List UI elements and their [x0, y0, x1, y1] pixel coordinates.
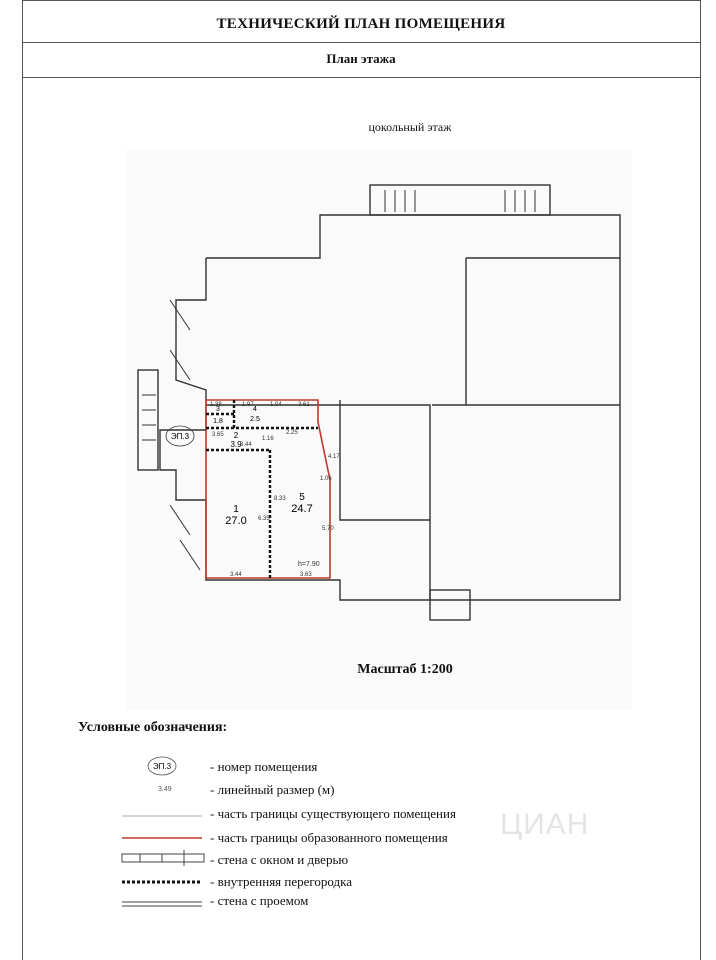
watermark: ЦИАН — [500, 808, 590, 841]
dimension-label: 5.70 — [322, 526, 334, 532]
height-label: h=7.90 — [298, 561, 320, 568]
dimension-label: 3.44 — [230, 572, 242, 578]
room-number: 3 — [216, 406, 220, 413]
legend-marker-label: ЭП.3 — [152, 762, 172, 771]
room-area: 2.5 — [250, 416, 260, 423]
legend-item: - стена с проемом — [210, 893, 309, 908]
legend-item: - часть границы образованного помещения — [210, 830, 448, 845]
legend-item: - линейный размер (м) — [210, 782, 335, 797]
dimension-label: 3.44 — [240, 442, 252, 448]
dimension-label: 2.25 — [286, 430, 298, 436]
dimension-label: 1.16 — [262, 436, 274, 442]
room-number: 5 — [299, 492, 305, 503]
legend-title: Условные обозначения: — [78, 720, 228, 735]
document-title: ТЕХНИЧЕСКИЙ ПЛАН ПОМЕЩЕНИЯ — [216, 16, 506, 32]
dimension-label: 3.61 — [298, 402, 310, 408]
room-area: 27.0 — [225, 515, 247, 527]
dimension-label: 3.63 — [300, 572, 312, 578]
legend-item: - номер помещения — [210, 759, 318, 774]
room-number: 1 — [233, 504, 239, 515]
room-area: 24.7 — [291, 503, 313, 515]
legend-item: - часть границы существующего помещения — [210, 806, 456, 821]
room-area: 1.8 — [213, 418, 223, 425]
room-area: 3.9 — [230, 440, 242, 449]
scale-label: Масштаб 1:200 — [357, 662, 453, 677]
dimension-label: 6.35 — [258, 516, 270, 522]
document-subtitle: План этажа — [326, 51, 396, 66]
dimension-label: 1.06 — [320, 476, 332, 482]
legend-item: - стена с окном и дверью — [210, 852, 349, 867]
dimension-label: 1.38 — [210, 402, 222, 408]
dimension-label: 3.65 — [212, 432, 224, 438]
dimension-label: 1.97 — [242, 402, 254, 408]
room-number: 4 — [253, 406, 257, 413]
dimension-label: 4.17 — [328, 454, 340, 460]
legend-item: - внутренняя перегородка — [210, 874, 353, 889]
dimension-label: 1.04 — [270, 402, 282, 408]
floor-label: цокольный этаж — [368, 120, 452, 134]
legend-window-wall — [122, 854, 204, 862]
legend-dimension-sample: 3.49 — [158, 786, 172, 793]
dimension-label: 8.33 — [274, 496, 286, 502]
room-marker-label: ЭП.3 — [170, 432, 190, 441]
room-number: 2 — [233, 431, 239, 440]
